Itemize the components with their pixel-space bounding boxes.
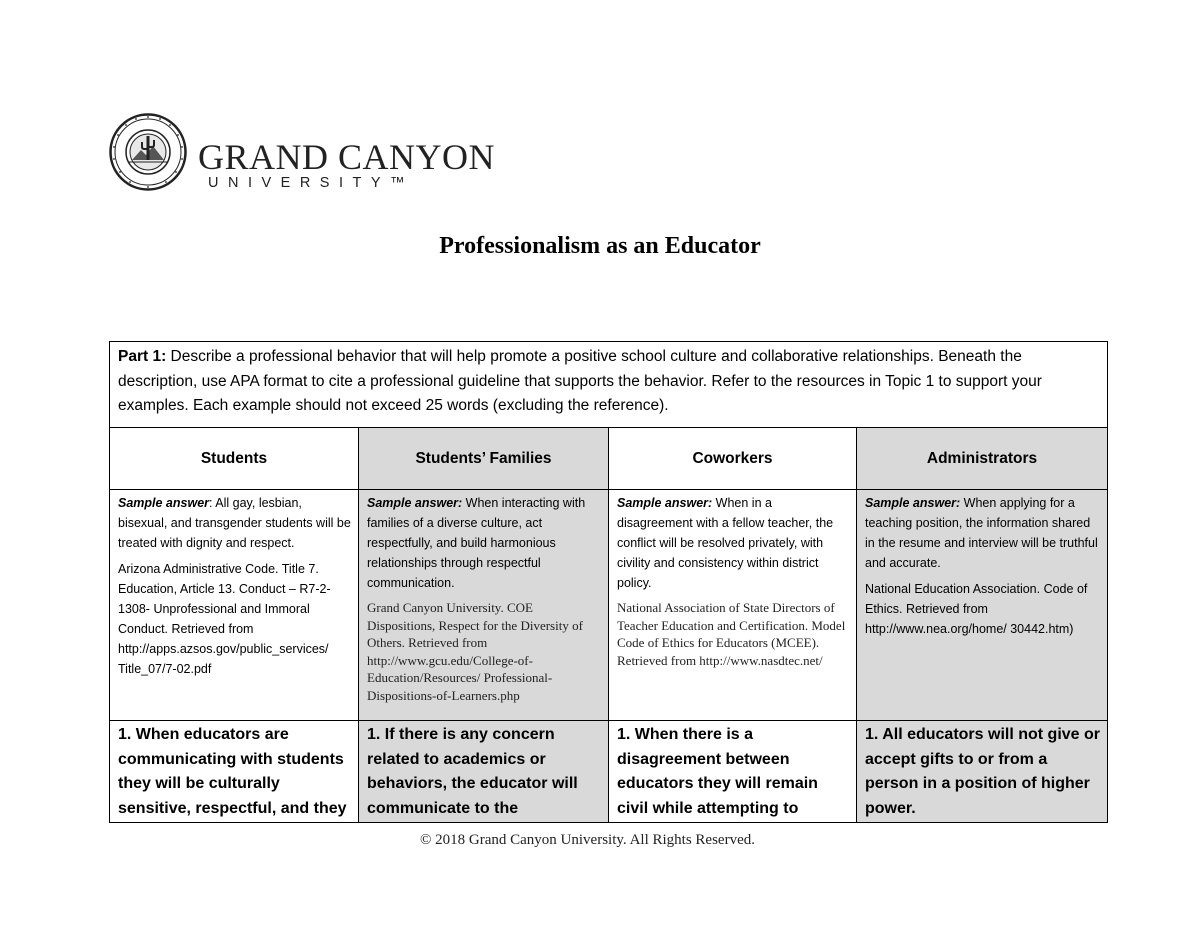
- sample-reference: National Education Association. Code of Ethics. Retrieved from http://www.nea.org/home/ 30442.htm): [865, 582, 1088, 636]
- answer-text: 1. When there is a disagreement between educators they will remain civil while attempting to: [617, 726, 818, 817]
- sample-label: Sample answer:: [865, 496, 961, 510]
- professionalism-table: [109, 341, 1108, 823]
- column-header-coworkers: Coworkers: [609, 428, 857, 490]
- university-logo: [108, 112, 496, 192]
- answer-text: 1. When educators are communicating with students they will be culturally sensitive, respectful, and they: [118, 726, 347, 817]
- answer-cell-students[interactable]: [110, 721, 359, 823]
- answer-cell-coworkers[interactable]: [609, 721, 857, 823]
- logo-subtitle: UNIVERSITY™: [208, 175, 415, 191]
- column-header-families: Students’ Families: [359, 428, 609, 490]
- header-row: [110, 428, 1108, 490]
- column-header-administrators: Administrators: [857, 428, 1108, 490]
- column-header-students: Students: [110, 428, 359, 490]
- sample-label: Sample answer:: [367, 496, 463, 510]
- sample-label: Sample answer: [118, 496, 210, 510]
- sample-cell-families: [359, 490, 609, 721]
- sample-text: All gay, lesbian, bisexual, and transgender students will be treated with dignity and respect.: [118, 496, 351, 550]
- instructions-row: [110, 342, 1108, 428]
- sample-text: When in a disagreement with a fellow teacher, the conflict will be resolved privately, with civility and consistency within district policy.: [617, 496, 834, 590]
- answer-text: 1. If there is any concern related to academics or behaviors, the educator will communicate to the: [367, 726, 578, 817]
- logo-wordmark: GRAND CANYON: [198, 137, 496, 177]
- sample-label: Sample answer:: [617, 496, 713, 510]
- page-title: Professionalism as an Educator: [439, 233, 761, 259]
- copyright-footer: © 2018 Grand Canyon University. All Rights Reserved.: [420, 832, 755, 848]
- answer-text: 1. All educators will not give or accept gifts to or from a person in a position of higher power.: [865, 726, 1100, 817]
- sample-cell-coworkers: [609, 490, 857, 721]
- sample-reference: Arizona Administrative Code. Title 7. Education, Article 13. Conduct – R7-2-1308- Unprofessional and Immoral Conduct. Retrieved from http://apps.azsos.gov/public_services/ Title_07/7-02.pdf: [118, 562, 331, 676]
- sample-reference: National Association of State Directors of Teacher Education and Certification. Model Code of Ethics for Educators (MCEE). Retrieved from http://www.nasdtec.net/: [617, 600, 846, 668]
- answer-row: [110, 721, 1108, 823]
- sample-text: When applying for a teaching position, the information shared in the resume and interview will be truthful and accurate.: [865, 496, 1098, 570]
- sample-cell-administrators: [857, 490, 1108, 721]
- sample-cell-students: [110, 490, 359, 721]
- instructions-cell: [110, 342, 1108, 428]
- sample-text: When interacting with families of a diverse culture, act respectfully, and build harmonious relationships through respectful communication.: [367, 496, 586, 590]
- answer-cell-families[interactable]: [359, 721, 609, 823]
- part-label: Part 1:: [118, 348, 167, 365]
- sample-reference: Grand Canyon University. COE Dispositions, Respect for the Diversity of Others. Retrieved from http://www.gcu.edu/College-of-Education/Resources/ Professional-Dispositions-of-Learners.php: [367, 600, 583, 703]
- answer-cell-administrators[interactable]: [857, 721, 1108, 823]
- sample-row: [110, 490, 1108, 721]
- part-instructions: Describe a professional behavior that will help promote a positive school culture and collaborative relationships. Beneath the description, use APA format to cite a professional guideline that supports the behavior. Refer to the resources in Topic 1 to support your examples. Each example should not exceed 25 words (excluding the reference).: [118, 348, 1042, 414]
- sample-label-sep: :: [209, 496, 213, 510]
- university-seal-icon: [108, 112, 188, 192]
